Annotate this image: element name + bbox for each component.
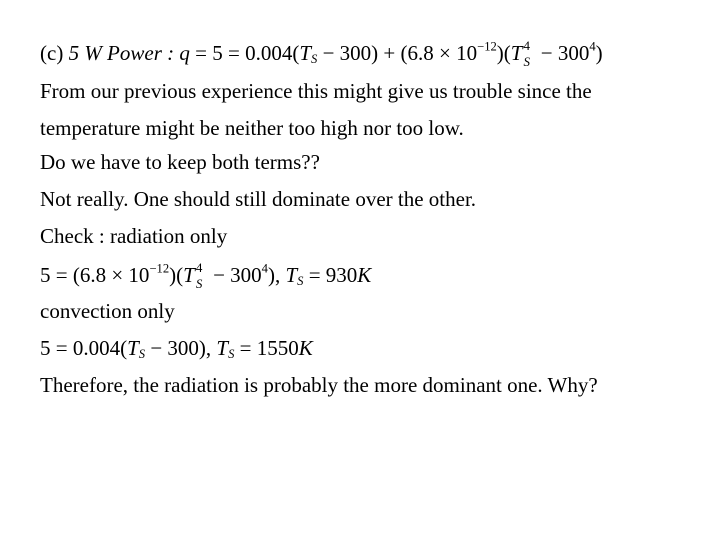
- subscript-S: S: [523, 54, 530, 69]
- text-line: convection only: [40, 299, 175, 323]
- text-line: From our previous experience this might give us trouble since the: [40, 79, 592, 103]
- var-q: q: [179, 41, 190, 65]
- equation-radiation-only: [40, 261, 371, 289]
- text-line: Not really. One should still dominate over the other.: [40, 187, 477, 211]
- subscript-S: S: [195, 276, 203, 291]
- exponent: 4: [589, 39, 596, 54]
- equation-convection-only: [40, 334, 313, 362]
- exponent: −12: [149, 261, 170, 276]
- exponent: 4: [523, 38, 530, 53]
- var-T: T: [285, 263, 298, 287]
- eq-segment: − 300: [213, 263, 262, 287]
- subscript-S: S: [228, 347, 235, 362]
- eq-segment: − 300),: [150, 336, 212, 360]
- part-label: (c): [40, 41, 64, 65]
- var-T: T: [216, 336, 229, 360]
- exponent: 4: [195, 260, 203, 275]
- eq-segment: − 300) + (6.8 × 10: [322, 41, 478, 65]
- text-line: temperature might be neither too high nor too low.: [40, 116, 464, 140]
- var-T: T: [299, 41, 312, 65]
- subscript-S: S: [297, 274, 304, 289]
- text-line: Therefore, the radiation is probably the more dominant one. Why?: [40, 373, 598, 397]
- exponent: −12: [477, 39, 497, 54]
- unit-K: K: [298, 336, 313, 360]
- eq-segment: 5 = 0.004(: [40, 336, 128, 360]
- var-T: T: [510, 41, 523, 65]
- sub-sup-stack: [522, 38, 535, 69]
- text-line: Do we have to keep both terms??: [40, 150, 320, 174]
- eq-segment: ): [595, 41, 603, 65]
- eq-segment: = 930: [308, 263, 358, 287]
- sub-sup-stack: [195, 260, 208, 291]
- subscript-S: S: [138, 347, 146, 362]
- eq-segment: = 1550: [239, 336, 299, 360]
- part-title: 5 W Power :: [68, 41, 175, 65]
- var-T: T: [183, 263, 195, 287]
- subscript-S: S: [311, 52, 318, 67]
- eq-segment: 5 = (6.8 × 10: [40, 263, 150, 287]
- eq-segment: )(: [169, 263, 184, 287]
- eq-segment: = 5 = 0.004(: [195, 41, 300, 65]
- exponent: 4: [261, 261, 268, 276]
- text-line: Check : radiation only: [40, 224, 228, 248]
- unit-K: K: [357, 263, 372, 287]
- eq-segment: ),: [267, 263, 281, 287]
- eq-segment: )(: [496, 41, 511, 65]
- equation-power-balance: [40, 39, 603, 67]
- var-T: T: [127, 336, 139, 360]
- eq-segment: − 300: [540, 41, 590, 65]
